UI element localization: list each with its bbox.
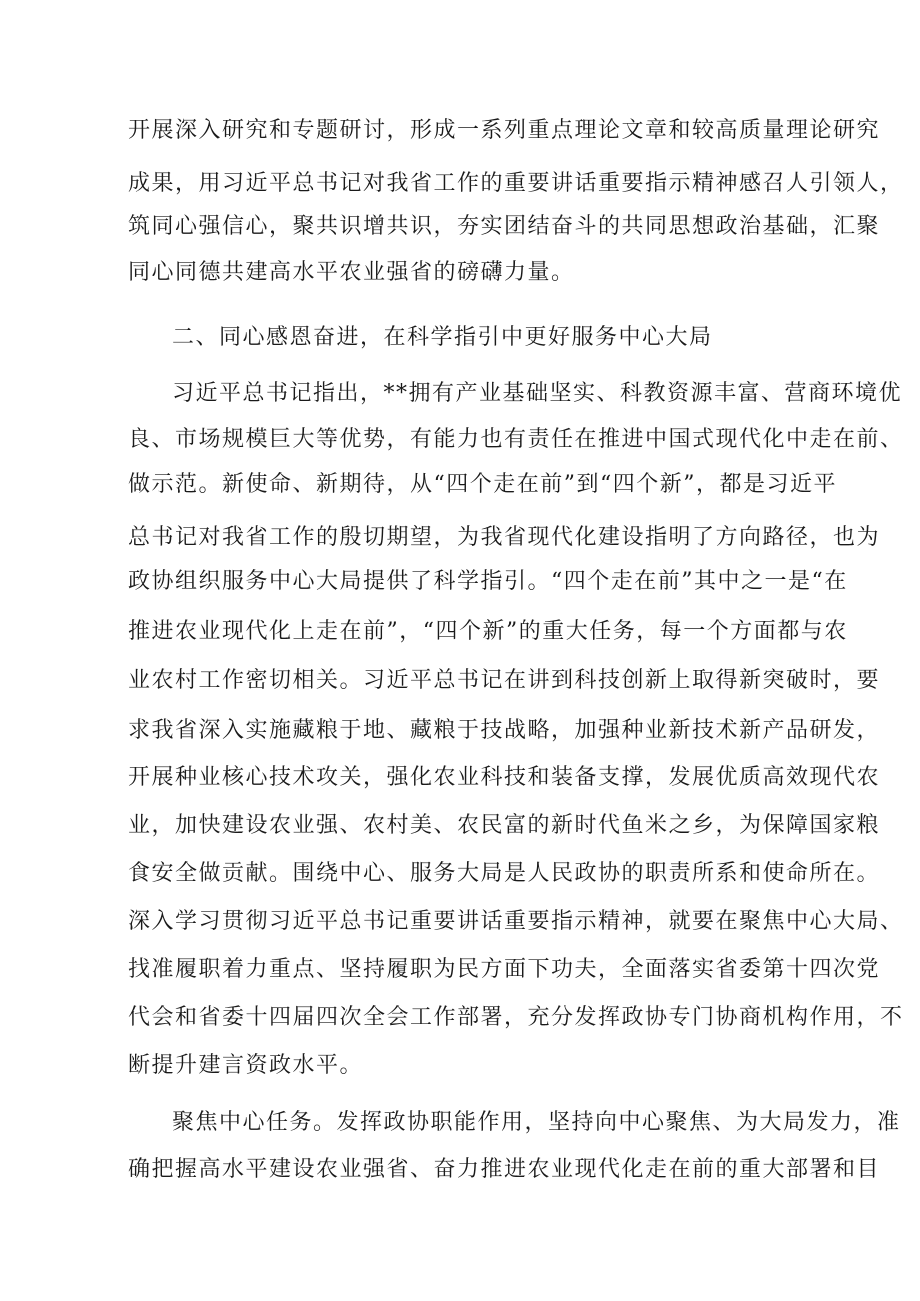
paragraph-1-line-2: 成果，用习近平总书记对我省工作的重要讲话重要指示精神感召人引领人， bbox=[128, 171, 904, 196]
paragraph-2-line-4: 总书记对我省工作的殷切期望，为我省现代化建设指明了方向路径，也为 bbox=[128, 525, 881, 550]
paragraph-2-line-15: 断提升建言资政水平。 bbox=[128, 1053, 364, 1078]
section-heading: 二、同心感恩奋进，在科学指引中更好服务中心大局 bbox=[172, 325, 713, 350]
paragraph-2-line-9: 开展种业核心技术攻关，强化农业科技和装备支撑，发展优质高效现代农 bbox=[128, 765, 881, 790]
paragraph-2-line-2: 良、市场规模巨大等优势，有能力也有责任在推进中国式现代化中走在前、 bbox=[128, 427, 904, 452]
paragraph-1-line-3: 筑同心强信心，聚共识增共识，夯实团结奋斗的共同思想政治基础，汇聚 bbox=[128, 214, 881, 239]
paragraph-2-line-6: 推进农业现代化上走在前”，“四个新”的重大任务，每一个方面都与农 bbox=[128, 619, 848, 644]
paragraph-2-line-5: 政协组织服务中心大局提供了科学指引。“四个走在前”其中之一是“在 bbox=[128, 569, 848, 594]
paragraph-1-line-4: 同心同德共建高水平农业强省的磅礴力量。 bbox=[128, 260, 575, 285]
paragraph-2-line-12: 深入学习贯彻习近平总书记重要讲话重要指示精神，就要在聚焦中心大局、 bbox=[128, 909, 904, 934]
paragraph-3-line-2: 确把握高水平建设农业强省、奋力推进农业现代化走在前的重大部署和目 bbox=[128, 1157, 881, 1182]
paragraph-2-line-14: 代会和省委十四届四次全会工作部署，充分发挥政协专门协商机构作用，不 bbox=[128, 1005, 904, 1030]
paragraph-2-line-10: 业，加快建设农业强、农村美、农民富的新时代鱼米之乡，为保障国家粮 bbox=[128, 813, 881, 838]
paragraph-2-line-1: 习近平总书记指出，**拥有产业基础坚实、科教资源丰富、营商环境优 bbox=[172, 381, 903, 406]
paragraph-2-line-8: 求我省深入实施藏粮于地、藏粮于技战略，加强种业新技术新产品研发， bbox=[128, 718, 881, 743]
paragraph-2-line-11: 食安全做贡献。围绕中心、服务大局是人民政协的职责所系和使命所在。 bbox=[128, 861, 881, 886]
paragraph-2-line-13: 找准履职着力重点、坚持履职为民方面下功夫，全面落实省委第十四次党 bbox=[128, 957, 881, 982]
paragraph-3-line-1: 聚焦中心任务。发挥政协职能作用，坚持向中心聚焦、为大局发力，准 bbox=[172, 1110, 901, 1135]
paragraph-2-line-7: 业农村工作密切相关。习近平总书记在讲到科技创新上取得新突破时，要 bbox=[128, 668, 881, 693]
paragraph-2-line-3: 做示范。新使命、新期待，从“四个走在前”到“四个新”，都是习近平 bbox=[128, 472, 837, 497]
paragraph-1-line-1: 开展深入研究和专题研讨，形成一系列重点理论文章和较高质量理论研究 bbox=[128, 118, 881, 143]
